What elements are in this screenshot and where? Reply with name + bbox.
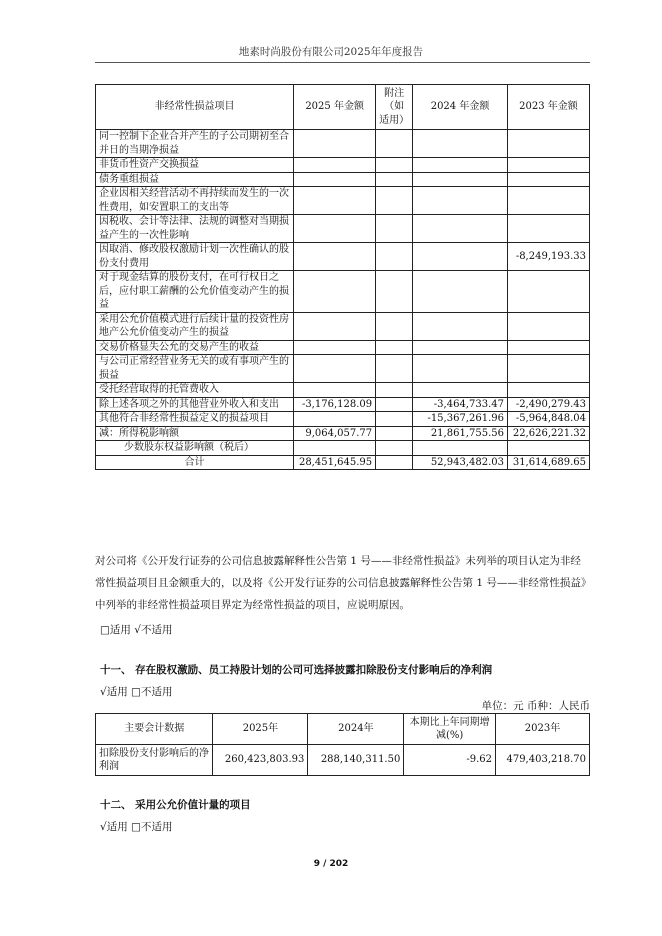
table-row bbox=[96, 172, 590, 187]
row-2024: -15,367,261.96 bbox=[413, 412, 508, 427]
row-2025 bbox=[294, 158, 376, 173]
row-2023 bbox=[507, 215, 589, 243]
row-note bbox=[376, 426, 413, 441]
row-2024 bbox=[413, 130, 508, 158]
row-2024 bbox=[413, 172, 508, 187]
row-2024 bbox=[413, 312, 508, 340]
row-2025: 260,423,803.93 bbox=[213, 745, 308, 776]
row-note bbox=[376, 158, 413, 173]
row-2023: -5,964,848.04 bbox=[507, 412, 589, 427]
row-note bbox=[376, 187, 413, 215]
row-item: 企业因相关经营活动不再持续而发生的一次性费用，如安置职工的支出等 bbox=[96, 187, 294, 215]
row-change: -9.62 bbox=[404, 745, 496, 776]
row-2024 bbox=[413, 340, 508, 355]
row-item: 减：所得税影响额 bbox=[96, 426, 294, 441]
row-item: 少数股东权益影响额（税后） bbox=[96, 441, 294, 456]
table-row bbox=[96, 426, 590, 441]
row-note bbox=[376, 312, 413, 340]
applicable-check-2: √适用 □不适用 bbox=[100, 686, 173, 698]
row-note bbox=[376, 172, 413, 187]
table-row bbox=[96, 397, 590, 412]
header-2025: 2025年 bbox=[213, 714, 308, 745]
applicable-check-3: √适用 □不适用 bbox=[100, 821, 173, 833]
row-item: 受托经营取得的托管费收入 bbox=[96, 383, 294, 398]
row-2025 bbox=[294, 243, 376, 271]
row-2025 bbox=[294, 340, 376, 355]
row-2023: 31,614,689.65 bbox=[507, 455, 589, 470]
row-2025 bbox=[294, 312, 376, 340]
header-item: 非经常性损益项目 bbox=[96, 85, 294, 130]
row-2023 bbox=[507, 271, 589, 313]
row-item: 同一控制下企业合并产生的子公司期初至合并日的当期净损益 bbox=[96, 130, 294, 158]
row-2024 bbox=[413, 441, 508, 456]
section-12-title: 十二、 采用公允价值计量的项目 bbox=[100, 799, 251, 811]
row-note bbox=[376, 412, 413, 427]
row-2023: -8,249,193.33 bbox=[507, 243, 589, 271]
row-item: 其他符合非经常性损益定义的损益项目 bbox=[96, 412, 294, 427]
row-2024 bbox=[413, 355, 508, 383]
table-row bbox=[96, 187, 590, 215]
row-item: 因取消、修改股权激励计划一次性确认的股份支付费用 bbox=[96, 243, 294, 271]
row-note bbox=[376, 243, 413, 271]
header-note: 附注（如适用） bbox=[376, 85, 413, 130]
row-2025 bbox=[294, 215, 376, 243]
row-2025 bbox=[294, 271, 376, 313]
row-2025 bbox=[294, 187, 376, 215]
table-row bbox=[96, 383, 590, 398]
header-2024: 2024 年金额 bbox=[413, 85, 508, 130]
row-2023 bbox=[507, 187, 589, 215]
header-divider bbox=[95, 62, 590, 63]
row-item: 扣除股份支付影响后的净利润 bbox=[96, 745, 213, 776]
header-2023: 2023 年金额 bbox=[507, 85, 589, 130]
applicable-check-1: □适用 √不适用 bbox=[100, 624, 173, 636]
row-item: 合计 bbox=[96, 455, 294, 470]
page-header: 地素时尚股份有限公司2025年年度报告 bbox=[238, 46, 424, 58]
row-2023 bbox=[507, 383, 589, 398]
row-2023 bbox=[507, 312, 589, 340]
unit-label: 单位：元 币种：人民币 bbox=[481, 700, 590, 712]
row-item: 对于现金结算的股份支付，在可行权日之后，应付职工薪酬的公允价值变动产生的损益 bbox=[96, 271, 294, 313]
row-note bbox=[376, 441, 413, 456]
row-note bbox=[376, 130, 413, 158]
row-2024 bbox=[413, 215, 508, 243]
row-2025 bbox=[294, 172, 376, 187]
row-2024: 288,140,311.50 bbox=[308, 745, 404, 776]
table-row bbox=[96, 441, 590, 456]
header-2024: 2024年 bbox=[308, 714, 404, 745]
header-2025: 2025 年金额 bbox=[294, 85, 376, 130]
row-2025: 9,064,057.77 bbox=[294, 426, 376, 441]
table-row bbox=[96, 455, 590, 470]
header-change: 本期比上年同期增减(%) bbox=[404, 714, 496, 745]
row-2025: 28,451,645.95 bbox=[294, 455, 376, 470]
row-item: 债务重组损益 bbox=[96, 172, 294, 187]
row-2024: 52,943,482.03 bbox=[413, 455, 508, 470]
row-2023 bbox=[507, 355, 589, 383]
row-2025: -3,176,128.09 bbox=[294, 397, 376, 412]
page-number: 9 / 202 bbox=[313, 859, 349, 869]
row-2025 bbox=[294, 441, 376, 456]
row-item: 采用公允价值模式进行后续计量的投资性房地产公允价值变动产生的损益 bbox=[96, 312, 294, 340]
table-row bbox=[96, 215, 590, 243]
row-item: 除上述各项之外的其他营业外收入和支出 bbox=[96, 397, 294, 412]
header-2023: 2023年 bbox=[496, 714, 590, 745]
row-2023 bbox=[507, 172, 589, 187]
row-note bbox=[376, 340, 413, 355]
row-2024 bbox=[413, 158, 508, 173]
row-2025 bbox=[294, 412, 376, 427]
table-header-row bbox=[96, 85, 590, 130]
row-2024 bbox=[413, 187, 508, 215]
table-row bbox=[96, 271, 590, 313]
row-2023 bbox=[507, 441, 589, 456]
row-item: 交易价格显失公允的交易产生的收益 bbox=[96, 340, 294, 355]
net-profit-table bbox=[95, 713, 590, 776]
table-row bbox=[96, 412, 590, 427]
row-2023: -2,490,279.43 bbox=[507, 397, 589, 412]
table-header-row bbox=[96, 714, 590, 745]
row-2024 bbox=[413, 243, 508, 271]
row-2023 bbox=[507, 158, 589, 173]
row-item: 非货币性资产交换损益 bbox=[96, 158, 294, 173]
row-item: 因税收、会计等法律、法规的调整对当期损益产生的一次性影响 bbox=[96, 215, 294, 243]
row-item: 与公司正常经营业务无关的或有事项产生的损益 bbox=[96, 355, 294, 383]
row-2024: 21,861,755.56 bbox=[413, 426, 508, 441]
table-row bbox=[96, 158, 590, 173]
header-item: 主要会计数据 bbox=[96, 714, 213, 745]
non-recurring-items-table bbox=[95, 84, 590, 470]
table-row bbox=[96, 130, 590, 158]
explanation-paragraph: 对公司将《公开发行证券的公司信息披露解释性公告第 1 号——非经常性损益》未列举的项目认定为非经常性损益项目且金额重大的，以及将《公开发行证券的公司信息披露解释性公告第 1 号——非经常性损益》中列举的非经常性损益项目界定为经常性损益的项目，应说明原因。 bbox=[95, 555, 587, 611]
row-2023: 22,626,221.32 bbox=[507, 426, 589, 441]
row-2023 bbox=[507, 340, 589, 355]
row-note bbox=[376, 383, 413, 398]
row-2024 bbox=[413, 271, 508, 313]
row-2023: 479,403,218.70 bbox=[496, 745, 590, 776]
row-note bbox=[376, 215, 413, 243]
row-2024: -3,464,733.47 bbox=[413, 397, 508, 412]
table-row bbox=[96, 745, 590, 776]
row-note bbox=[376, 397, 413, 412]
row-note bbox=[376, 271, 413, 313]
row-2023 bbox=[507, 130, 589, 158]
table-row bbox=[96, 355, 590, 383]
row-note bbox=[376, 355, 413, 383]
table-row bbox=[96, 243, 590, 271]
row-2024 bbox=[413, 383, 508, 398]
row-2025 bbox=[294, 130, 376, 158]
row-2025 bbox=[294, 383, 376, 398]
row-2025 bbox=[294, 355, 376, 383]
table-row bbox=[96, 312, 590, 340]
section-11-title: 十一、 存在股权激励、员工持股计划的公司可选择披露扣除股份支付影响后的净利润 bbox=[100, 664, 493, 676]
row-note bbox=[376, 455, 413, 470]
table-row bbox=[96, 340, 590, 355]
